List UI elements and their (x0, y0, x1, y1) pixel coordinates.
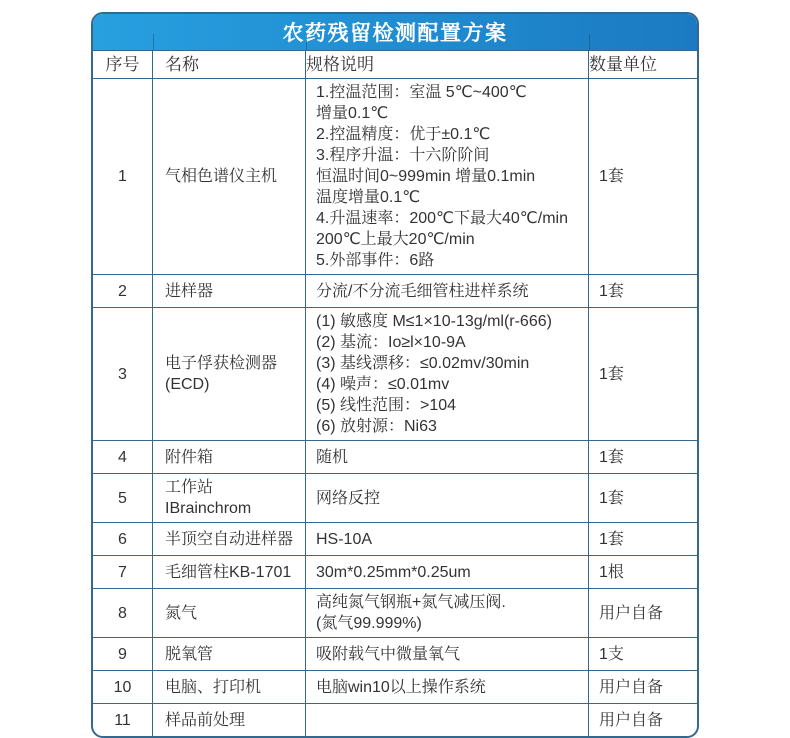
cell-name: 氮气 (153, 589, 306, 637)
table-title-bar (93, 14, 697, 51)
cell-name: 工作站IBrainchrom (153, 474, 306, 522)
cell-spec: 分流/不分流毛细管柱进样系统 (306, 275, 589, 307)
cell-name: 毛细管柱KB-1701 (153, 556, 306, 588)
cell-qty: 1套 (599, 530, 624, 548)
table-row (93, 556, 697, 589)
cell-index: 11 (93, 704, 153, 736)
cell-index: 9 (93, 638, 153, 670)
cell-index: 10 (93, 671, 153, 703)
cell-qty: 1套 (599, 365, 624, 383)
cell-index: 7 (93, 556, 153, 588)
table-row (93, 441, 697, 474)
cell-spec (306, 704, 589, 736)
table-row (93, 474, 697, 523)
cell-qty: 1套 (599, 168, 624, 185)
table-row (93, 79, 697, 275)
cell-name: 进样器 (153, 275, 306, 307)
cell-qty: 用户自备 (599, 678, 664, 696)
title-column-separator (306, 34, 307, 50)
table-title: 农药残留检测配置方案 (282, 22, 508, 45)
table-row (93, 275, 697, 308)
col-header-spec: 规格说明 (306, 51, 589, 78)
cell-spec: (1) 敏感度 M≤1×10-13g/ml(r-666) (2) 基流：Io≥l×10-9A (3) 基线漂移：≤0.02mv/30min (4) 噪声：≤0.01mv (5) 线性范围：>104 (6) 放射源：Ni63 (306, 308, 589, 440)
table-body (93, 79, 697, 736)
cell-qty: 1根 (599, 563, 624, 581)
cell-spec: 随机 (306, 441, 589, 473)
table-row (93, 523, 697, 556)
cell-name: 电脑、打印机 (153, 671, 306, 703)
cell-spec: 电脑win10以上操作系统 (306, 671, 589, 703)
table-row (93, 671, 697, 704)
cell-spec: 1.控温范围：室温 5℃~400℃ 增量0.1℃ 2.控温精度：优于±0.1℃ 3.程序升温：十六阶阶间 恒温时间0~999min 增量0.1min 温度增量0.1℃ 4.升温速率：200℃下最大40℃/min 200℃上最大20℃/min 5.外部事件：6路 (306, 79, 589, 274)
cell-name: 电子俘获检测器 (ECD) (153, 308, 306, 440)
col-header-name: 名称 (153, 51, 306, 78)
cell-qty: 1套 (599, 448, 624, 466)
cell-index: 5 (93, 474, 153, 522)
table-row (93, 308, 697, 441)
cell-index: 1 (93, 79, 153, 274)
col-header-index: 序号 (93, 51, 153, 78)
table-header-row (93, 51, 697, 79)
cell-name: 气相色谱仪主机 (153, 79, 306, 274)
cell-name: 样品前处理 (153, 704, 306, 736)
cell-name: 半顶空自动进样器 (153, 523, 306, 555)
title-column-separator (153, 34, 154, 50)
config-table (91, 12, 699, 738)
table-row (93, 704, 697, 736)
title-column-separator (589, 34, 590, 50)
col-header-qty: 数量单位 (589, 55, 657, 74)
cell-index: 4 (93, 441, 153, 473)
cell-index: 2 (93, 275, 153, 307)
cell-qty: 1套 (599, 489, 624, 507)
cell-spec: 吸附载气中微量氧气 (306, 638, 589, 670)
cell-index: 3 (93, 308, 153, 440)
cell-name: 附件箱 (153, 441, 306, 473)
cell-spec: 30m*0.25mm*0.25um (306, 556, 589, 588)
table-row (93, 589, 697, 638)
cell-name: 脱氧管 (153, 638, 306, 670)
cell-index: 6 (93, 523, 153, 555)
cell-qty: 1支 (599, 645, 624, 663)
cell-index: 8 (93, 589, 153, 637)
cell-spec: HS-10A (306, 523, 589, 555)
cell-qty: 用户自备 (599, 604, 664, 622)
cell-qty: 用户自备 (599, 711, 664, 729)
cell-spec: 网络反控 (306, 474, 589, 522)
cell-qty: 1套 (599, 282, 624, 300)
table-row (93, 638, 697, 671)
cell-spec: 高纯氮气钢瓶+氮气减压阀. (氮气99.999%) (306, 589, 589, 637)
